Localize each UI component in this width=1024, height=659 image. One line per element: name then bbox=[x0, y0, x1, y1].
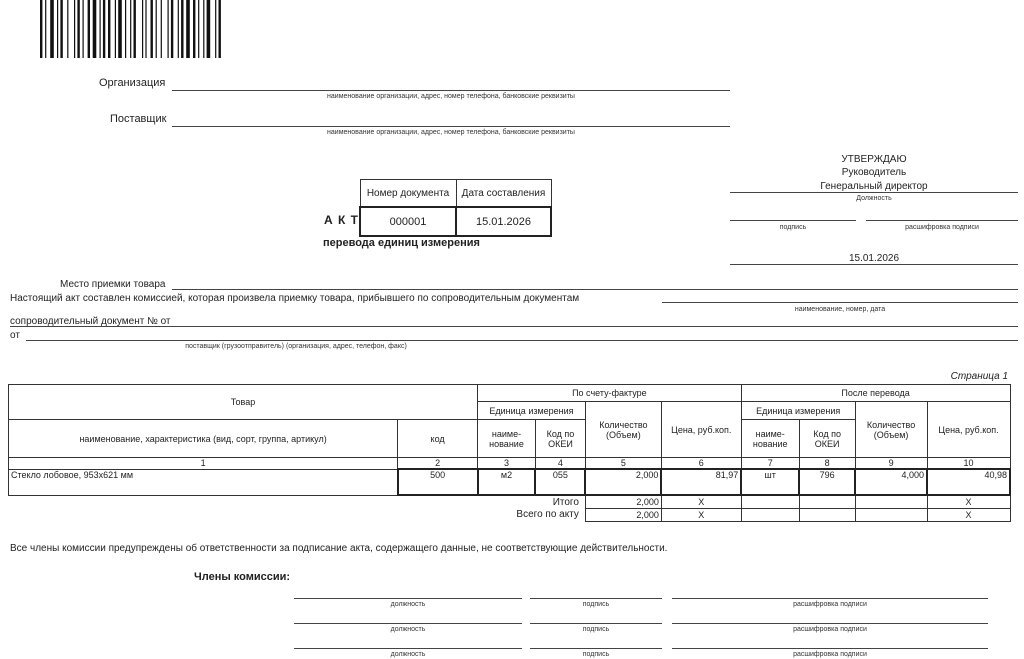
total-label: Итого bbox=[552, 496, 579, 508]
approve-date-line bbox=[730, 264, 1018, 265]
accompanying-docs-hint: наименование, номер, дата bbox=[794, 306, 886, 313]
member-position-field[interactable] bbox=[294, 648, 522, 649]
accompanying-doc-label: сопроводительный документ № от bbox=[10, 316, 171, 327]
place-label: Место приемки товара bbox=[60, 279, 166, 290]
from-hint: поставщик (грузоотправитель) (организация, адрес, телефон, факс) bbox=[185, 343, 407, 350]
approve-sign-hint: подпись bbox=[779, 224, 807, 231]
approve-date[interactable]: 15.01.2026 bbox=[848, 253, 900, 264]
approve-title: УТВЕРЖДАЮ bbox=[841, 154, 907, 165]
statement-text: Настоящий акт составлен комиссией, которая произвела приемку товара, прибывшего по сопроводительным документам bbox=[10, 293, 580, 304]
header-okei-1: Код по ОКЕИ bbox=[535, 420, 585, 458]
approve-sign-field[interactable] bbox=[730, 220, 856, 221]
row-qty-1[interactable]: 2,000 bbox=[585, 469, 661, 495]
doc-date-value[interactable]: 15.01.2026 bbox=[456, 207, 551, 236]
organization-hint: наименование организации, адрес, номер телефона, банковские реквизиты bbox=[327, 93, 575, 100]
member-sign-field[interactable] bbox=[530, 598, 662, 599]
col-number: 3 bbox=[478, 458, 536, 470]
row-name[interactable]: Стекло лобовое, 953х621 мм bbox=[9, 469, 398, 495]
col-number: 5 bbox=[585, 458, 661, 470]
col-number: 6 bbox=[661, 458, 741, 470]
col-number: 1 bbox=[9, 458, 398, 470]
approve-position: Генеральный директор bbox=[820, 181, 928, 192]
member-decode-hint: расшифровка подписи bbox=[793, 651, 867, 658]
header-unit-1: Единица измерения bbox=[478, 402, 586, 420]
grand-x-1: X bbox=[661, 508, 741, 521]
member-position-hint: должность bbox=[390, 601, 426, 608]
member-sign-field[interactable] bbox=[530, 648, 662, 649]
supplier-label: Поставщик bbox=[110, 113, 167, 125]
member-decode-field[interactable] bbox=[672, 648, 988, 649]
row-code[interactable]: 500 bbox=[398, 469, 478, 495]
grand-total-qty: 2,000 bbox=[585, 508, 661, 521]
page-number: Страница 1 bbox=[950, 371, 1008, 382]
organization-label: Организация bbox=[99, 77, 166, 89]
approve-position-hint: Должность bbox=[856, 195, 892, 202]
header-goods: Товар bbox=[9, 385, 478, 420]
row-price-2[interactable]: 40,98 bbox=[927, 469, 1010, 495]
col-number: 10 bbox=[927, 458, 1010, 470]
act-title: А К Т bbox=[324, 213, 359, 227]
header-qty-1: Количество (Объем) bbox=[585, 402, 661, 458]
header-invoice: По счету-фактуре bbox=[478, 385, 742, 402]
header-unit-name-2: наиме-нование bbox=[741, 420, 799, 458]
member-sign-field[interactable] bbox=[530, 623, 662, 624]
table-row bbox=[9, 469, 1011, 495]
approve-position-field[interactable] bbox=[730, 192, 1018, 193]
approve-decode-hint: расшифровка подписи bbox=[905, 224, 979, 231]
barcode-image bbox=[40, 0, 280, 58]
accompanying-docs-field[interactable] bbox=[662, 302, 1018, 303]
grand-total-label: Всего по акту bbox=[516, 509, 579, 520]
accompanying-doc-line[interactable] bbox=[10, 326, 1018, 327]
member-position-hint: должность bbox=[390, 651, 426, 658]
member-sign-hint: подпись bbox=[582, 601, 610, 608]
member-position-field[interactable] bbox=[294, 623, 522, 624]
header-name-char: наименование, характеристика (вид, сорт, группа, артикул) bbox=[9, 420, 398, 458]
doc-number-header: Номер документа bbox=[360, 180, 456, 208]
act-subtitle: перевода единиц измерения bbox=[323, 237, 480, 249]
col-number: 7 bbox=[741, 458, 799, 470]
doc-number-value[interactable]: 000001 bbox=[360, 207, 456, 236]
row-okei-1[interactable]: 055 bbox=[535, 469, 585, 495]
member-position-hint: должность bbox=[390, 626, 426, 633]
header-price-2: Цена, руб.коп. bbox=[927, 402, 1010, 458]
header-unit-name-1: наиме-нование bbox=[478, 420, 536, 458]
doc-date-header: Дата составления bbox=[456, 180, 551, 208]
row-price-1[interactable]: 81,97 bbox=[661, 469, 741, 495]
member-decode-hint: расшифровка подписи bbox=[793, 601, 867, 608]
row-qty-2[interactable]: 4,000 bbox=[855, 469, 927, 495]
header-okei-2: Код по ОКЕИ bbox=[799, 420, 855, 458]
header-unit-2: Единица измерения bbox=[741, 402, 855, 420]
goods-table bbox=[8, 384, 1011, 522]
member-decode-hint: расшифровка подписи bbox=[793, 626, 867, 633]
organization-field[interactable] bbox=[172, 90, 730, 91]
supplier-hint: наименование организации, адрес, номер телефона, банковские реквизиты bbox=[327, 129, 575, 136]
header-code: код bbox=[398, 420, 478, 458]
total-x-2: X bbox=[927, 495, 1010, 508]
header-qty-2: Количество (Объем) bbox=[855, 402, 927, 458]
grand-x-2: X bbox=[927, 508, 1010, 521]
supplier-field[interactable] bbox=[172, 126, 730, 127]
commission-members-title: Члены комиссии: bbox=[194, 571, 291, 583]
member-decode-field[interactable] bbox=[672, 623, 988, 624]
doc-number-table bbox=[359, 179, 552, 237]
from-label: от bbox=[10, 330, 20, 341]
warning-text: Все члены комиссии предупреждены об ответственности за подписание акта, содержащего данные, не соответствующие действительности. bbox=[10, 543, 668, 554]
col-number: 2 bbox=[398, 458, 478, 470]
approve-role: Руководитель bbox=[841, 167, 907, 178]
member-sign-hint: подпись bbox=[582, 626, 610, 633]
col-number: 8 bbox=[799, 458, 855, 470]
total-qty: 2,000 bbox=[585, 495, 661, 508]
member-decode-field[interactable] bbox=[672, 598, 988, 599]
row-unit-2[interactable]: шт bbox=[741, 469, 799, 495]
col-number: 9 bbox=[855, 458, 927, 470]
member-position-field[interactable] bbox=[294, 598, 522, 599]
row-okei-2[interactable]: 796 bbox=[799, 469, 855, 495]
col-number: 4 bbox=[535, 458, 585, 470]
row-unit-1[interactable]: м2 bbox=[478, 469, 536, 495]
place-field[interactable] bbox=[172, 289, 1018, 290]
header-after: После перевода bbox=[741, 385, 1010, 402]
from-field[interactable] bbox=[26, 340, 1018, 341]
header-price-1: Цена, руб.коп. bbox=[661, 402, 741, 458]
total-x-1: X bbox=[661, 495, 741, 508]
approve-decode-field[interactable] bbox=[866, 220, 1018, 221]
member-sign-hint: подпись bbox=[582, 651, 610, 658]
